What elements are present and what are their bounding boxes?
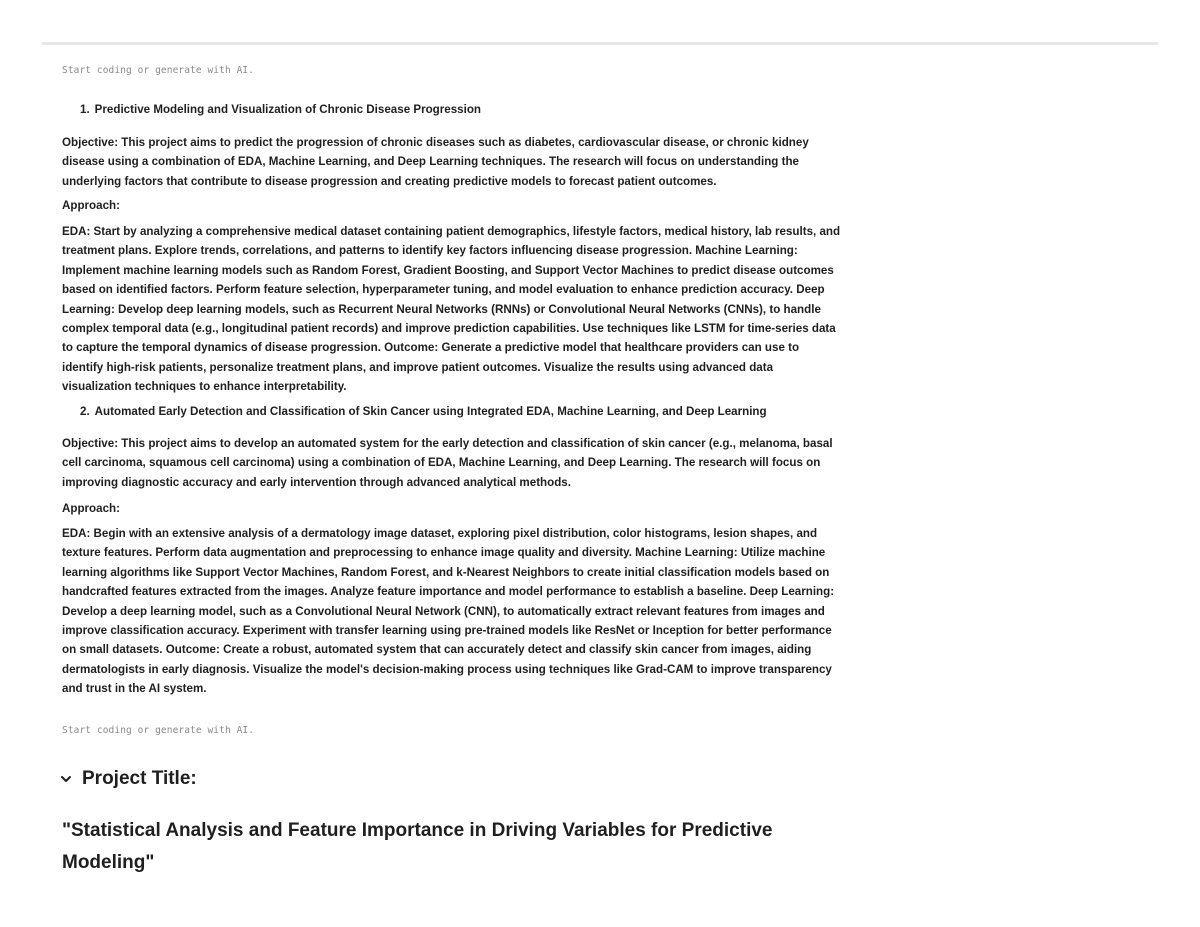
project-2-objective: Objective: This project aims to develop an automated system for the early detection and classification of skin cancer (e.g., melanoma, basal cell carcinoma, squamous cell carcinoma) using a combination of EDA, Machine Learning, and Deep Learning. The research will focus on improving diagnostic accuracy and early intervention through advanced analytical methods. <box>62 437 833 489</box>
project-1-approach: EDA: Start by analyzing a comprehensive medical dataset containing patient demographics, lifestyle factors, medical history, lab results, and treatment plans. Explore trends, correlations, and patterns to identify key factors influencing disease progression. Machine Learning: Implement machine learning models such as Random Forest, Gradient Boosting, and Support Vector Machines to predict disease outcomes based on identified factors. Perform feature selection, hyperparameter tuning, and model evaluation to enhance prediction accuracy. Deep Learning: Develop deep learning models, such as Recurrent Neural Networks (RNNs) or Convolutional Neural Networks (CNNs), to handle complex temporal data (e.g., longitudinal patient records) and improve prediction capabilities. Use techniques like LSTM for time-series data to capture the temporal dynamics of disease progression. Outcome: Generate a predictive model that healthcare providers can use to identify high-risk patients, personalize treatment plans, and improve patient outcomes. Visualize the results using advanced data visualization techniques to enhance interpretability. <box>62 225 841 394</box>
chevron-down-icon[interactable] <box>58 771 74 787</box>
list-number: 1. <box>80 103 90 116</box>
list-number: 2. <box>80 405 90 418</box>
empty-code-cell[interactable]: Start coding or generate with AI. <box>62 65 255 76</box>
empty-code-cell[interactable]: Start coding or generate with AI. <box>62 725 255 736</box>
section-title: Project Title: <box>82 768 197 789</box>
project-heading: "Statistical Analysis and Feature Importance in Driving Variables for Predictive Modeling" <box>62 820 773 873</box>
project-1-approach-label: Approach: <box>62 199 120 212</box>
list-title-text: Automated Early Detection and Classification of Skin Cancer using Integrated EDA, Machine Learning, and Deep Learning <box>94 405 767 418</box>
project-2-approach: EDA: Begin with an extensive analysis of a dermatology image dataset, exploring pixel distribution, color histograms, lesion shapes, and texture features. Perform data augmentation and preprocessing to enhance image quality and diversity. Machine Learning: Utilize machine learning algorithms like Support Vector Machines, Random Forest, and k-Nearest Neighbors to create initial classification models based on handcrafted features extracted from the images. Analyze feature importance and model performance to establish a baseline. Deep Learning: Develop a deep learning model, such as a Convolutional Neural Network (CNN), to automatically extract relevant features from images and improve classification accuracy. Experiment with transfer learning using pre-trained models like ResNet or Inception for better performance on small datasets. Outcome: Create a robust, automated system that can accurately detect and classify skin cancer from images, aiding dermatologists in early diagnosis. Visualize the model's decision-making process using techniques like Grad-CAM to improve transparency and trust in the AI system. <box>62 527 835 696</box>
section-header-project-title[interactable] <box>58 768 197 790</box>
toolbar-divider <box>42 42 1158 45</box>
project-2-approach-label: Approach: <box>62 502 120 515</box>
list-title-text: Predictive Modeling and Visualization of Chronic Disease Progression <box>94 103 482 116</box>
project-1-objective: Objective: This project aims to predict the progression of chronic diseases such as diabetes, cardiovascular disease, or chronic kidney disease using a combination of EDA, Machine Learning, and Deep Learning techniques. The research will focus on understanding the underlying factors that contribute to disease progression and creating predictive models to forecast patient outcomes. <box>62 136 809 188</box>
project-1-title <box>80 100 481 119</box>
project-2-title <box>80 402 767 421</box>
